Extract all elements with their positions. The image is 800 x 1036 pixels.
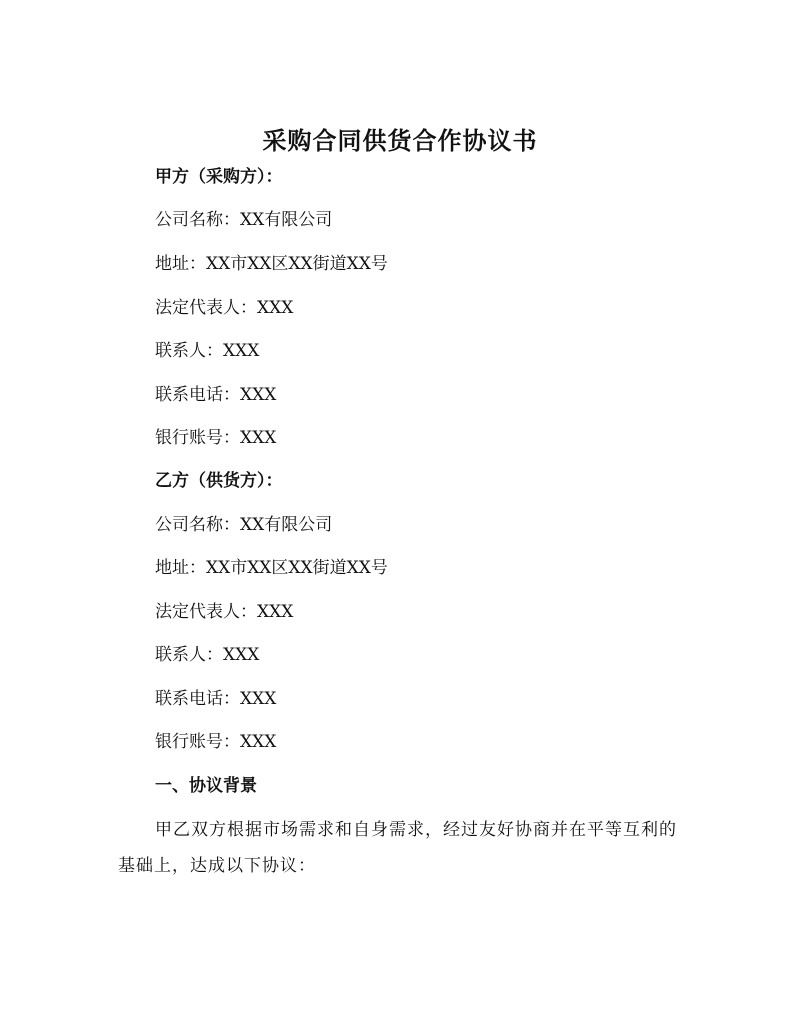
section-1-heading: 一、协议背景 <box>155 776 257 796</box>
party-a-address: 地址：XX市XX区XX街道XX号 <box>155 254 388 274</box>
party-b-phone: 联系电话：XXX <box>155 689 277 709</box>
document-title: 采购合同供货合作协议书 <box>262 126 538 155</box>
party-b-company: 公司名称：XX有限公司 <box>155 515 333 535</box>
party-a-company: 公司名称：XX有限公司 <box>155 210 333 230</box>
party-a-contact: 联系人：XXX <box>155 341 260 361</box>
party-b-heading: 乙方（供货方）： <box>155 471 283 491</box>
party-b-address: 地址：XX市XX区XX街道XX号 <box>155 558 388 578</box>
party-a-phone: 联系电话：XXX <box>155 385 277 405</box>
party-b-legal-rep: 法定代表人：XXX <box>155 602 294 622</box>
party-b-contact: 联系人：XXX <box>155 645 260 665</box>
party-a-heading: 甲方（采购方）： <box>155 167 283 187</box>
section-1-paragraph: 甲乙双方根据市场需求和自身需求，经过友好协商并在平等互利的基础上，达成以下协议： <box>118 820 677 876</box>
party-a-legal-rep: 法定代表人：XXX <box>155 298 294 318</box>
party-a-bank-account: 银行账号：XXX <box>155 428 277 448</box>
party-b-bank-account: 银行账号：XXX <box>155 732 277 752</box>
